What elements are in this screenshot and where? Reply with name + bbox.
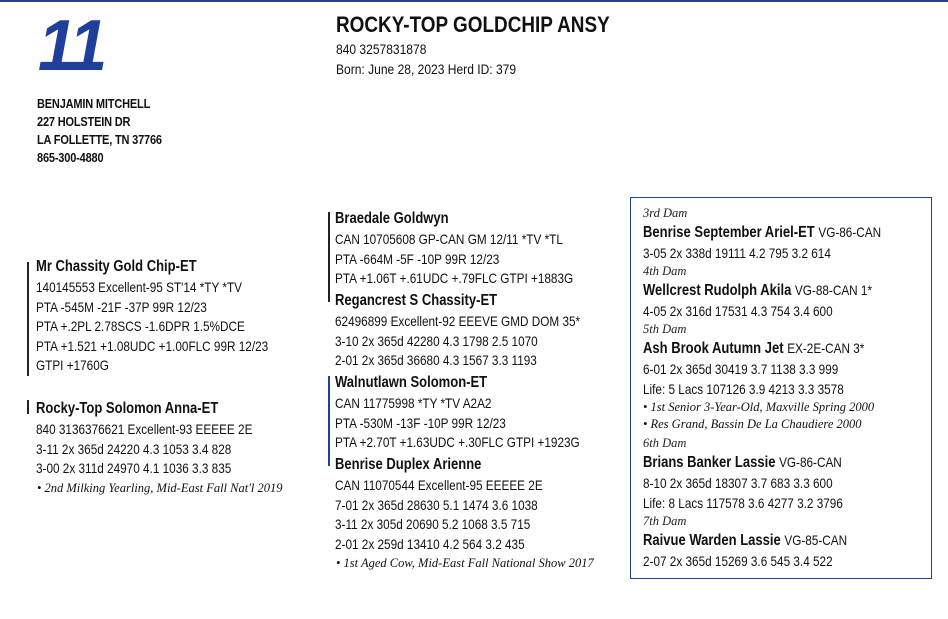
sixth-dam-block: [643, 436, 881, 513]
consignor-address-line2: LA FOLLETTE, TN 37766: [37, 133, 162, 147]
top-rule: [0, 0, 948, 2]
dam-ancestor-record: 4-05 2x 316d 17531 4.3 754 3.4 600: [643, 303, 833, 319]
dam-sire-line: PTA -530M -13F -10P 99R 12/23: [335, 414, 506, 431]
dam-generation-label: 5th Dam: [643, 322, 687, 336]
sire-line: PTA -545M -21F -37P 99R 12/23: [36, 298, 207, 315]
dam-ancestor-record: 2-07 2x 365d 15269 3.6 545 3.4 522: [643, 553, 833, 569]
sire-dam-line: 62496899 Excellent-92 EEEVE GMD DOM 35*: [335, 313, 581, 329]
dam-ancestor-lifetime: Life: 5 Lacs 107126 3.9 4213 3.3 3578: [643, 380, 844, 397]
dam-dam-line: 7-01 2x 365d 28630 5.1 1474 3.6 1038: [335, 496, 538, 513]
fifth-dam-block: [643, 322, 906, 433]
dam-ancestor-classification: EX-2E-CAN 3*: [787, 340, 865, 356]
sire-line: PTA +.2PL 2.78SCS -1.6DPR 1.5%DCE: [36, 318, 245, 335]
dam-ancestor-name: Ash Brook Autumn Jet: [643, 340, 784, 357]
dam-ancestor-record: 3-05 2x 338d 19111 4.2 795 3.2 614: [643, 245, 831, 261]
dam-sire-line: PTA +2.70T +1.63UDC +.30FLC GTPI +1923G: [335, 434, 580, 451]
dam-dam-line: CAN 11070544 Excellent-95 EEEEE 2E: [335, 477, 543, 493]
dam-ancestor-note: • Res Grand, Bassin De La Chaudiere 2000: [643, 417, 862, 432]
sire-sire-line: CAN 10705608 GP-CAN GM 12/11 *TV *TL: [335, 231, 563, 247]
dam-dam-line: 2-01 2x 259d 13410 4.2 564 3.2 435: [335, 535, 525, 552]
lot-number: 11: [38, 6, 106, 86]
dam-sire-name: Walnutlawn Solomon-ET: [335, 374, 488, 391]
dam-ancestor-classification: VG-85-CAN: [784, 532, 848, 548]
dam-ancestor-record: 8-10 2x 365d 18307 3.7 683 3.3 600: [643, 475, 833, 491]
consignor-name: BENJAMIN MITCHELL: [37, 97, 151, 111]
dam-line: 3-11 2x 365d 24220 4.3 1053 3.4 828: [36, 440, 232, 457]
animal-name: ROCKY-TOP GOLDCHIP ANSY: [336, 12, 610, 37]
sire-dam-name: Regancrest S Chassity-ET: [335, 292, 498, 309]
dam-dam-note: • 1st Aged Cow, Mid-East Fall National Show 2017: [336, 556, 594, 571]
dam-ancestor-name: Raivue Warden Lassie: [643, 532, 781, 549]
sire-sire-block: [335, 208, 619, 289]
dam-ancestor-classification: VG-86-CAN: [818, 224, 882, 240]
animal-born-herd: Born: June 28, 2023 Herd ID: 379: [336, 61, 517, 77]
sire-sire-bracket: [328, 212, 330, 302]
sire-name: Mr Chassity Gold Chip-ET: [36, 258, 197, 275]
sire-bracket: [27, 262, 29, 376]
dam-dam-name: Benrise Duplex Arienne: [335, 456, 482, 473]
dam-name: Rocky-Top Solomon Anna-ET: [36, 400, 219, 417]
sire-line: PTA +1.521 +1.08UDC +1.00FLC 99R 12/23: [36, 337, 269, 354]
dam-dam-line: 3-11 2x 305d 20690 5.2 1068 3.5 715: [335, 516, 531, 533]
dam-sire-bracket: [328, 376, 330, 466]
dam-generation-label: 7th Dam: [643, 514, 687, 528]
dam-line: 840 3136376621 Excellent-93 EEEEE 2E: [36, 421, 253, 437]
dam-ancestor-note: • 1st Senior 3-Year-Old, Maxville Spring 2000: [643, 400, 875, 415]
sire-dam-block: [335, 290, 627, 371]
dam-ancestor-classification: VG-86-CAN: [779, 454, 842, 470]
dam-ancestor-name: Brians Banker Lassie: [643, 454, 776, 471]
animal-header: [336, 12, 654, 79]
sire-line: GTPI +1760G: [36, 357, 109, 374]
dam-dam-block: [335, 454, 594, 573]
sire-sire-line: PTA -664M -5F -10P 99R 12/23: [335, 250, 500, 267]
dam-bracket: [27, 400, 29, 414]
consignor-address-line1: 227 HOLSTEIN DR: [37, 115, 131, 129]
sire-dam-line: 2-01 2x 365d 36680 4.3 1567 3.3 1193: [335, 352, 537, 369]
sire-sire-line: PTA +1.06T +.61UDC +.79FLC GTPI +1883G: [335, 270, 574, 287]
seventh-dam-block: [643, 514, 886, 572]
dam-block: [36, 398, 294, 498]
dam-generation-label: 4th Dam: [643, 264, 687, 278]
consignor-info: [37, 95, 179, 167]
dam-sire-block: [335, 372, 626, 453]
consignor-phone: 865-300-4880: [37, 151, 104, 165]
sire-block: [36, 256, 312, 376]
dam-generation-label: 6th Dam: [643, 436, 687, 450]
dam-ancestor-classification: VG-88-CAN 1*: [794, 282, 873, 298]
animal-registration: 840 3257831878: [336, 41, 427, 57]
dam-ancestor-lifetime: Life: 8 Lacs 117578 3.6 4277 3.2 3796: [643, 494, 843, 511]
dam-generation-label: 3rd Dam: [643, 206, 688, 220]
dam-ancestor-name: Benrise September Ariel-ET: [643, 224, 815, 241]
sire-line: 140145553 Excellent-95 ST'14 *TY *TV: [36, 279, 242, 295]
dam-note: • 2nd Milking Yearling, Mid-East Fall Nat'l 2019: [37, 480, 283, 495]
dam-sire-line: CAN 11775998 *TY *TV A2A2: [335, 395, 492, 411]
sire-dam-line: 3-10 2x 365d 42280 4.3 1798 2.5 1070: [335, 332, 538, 349]
dam-ancestor-record: 6-01 2x 365d 30419 3.7 1138 3.3 999: [643, 361, 839, 377]
dam-ancestor-name: Wellcrest Rudolph Akila: [643, 282, 792, 299]
fourth-dam-block: [643, 264, 916, 322]
dam-line: 3-00 2x 311d 24970 4.1 1036 3.3 835: [36, 460, 232, 477]
third-dam-block: [643, 206, 926, 264]
sire-sire-name: Braedale Goldwyn: [335, 210, 449, 227]
